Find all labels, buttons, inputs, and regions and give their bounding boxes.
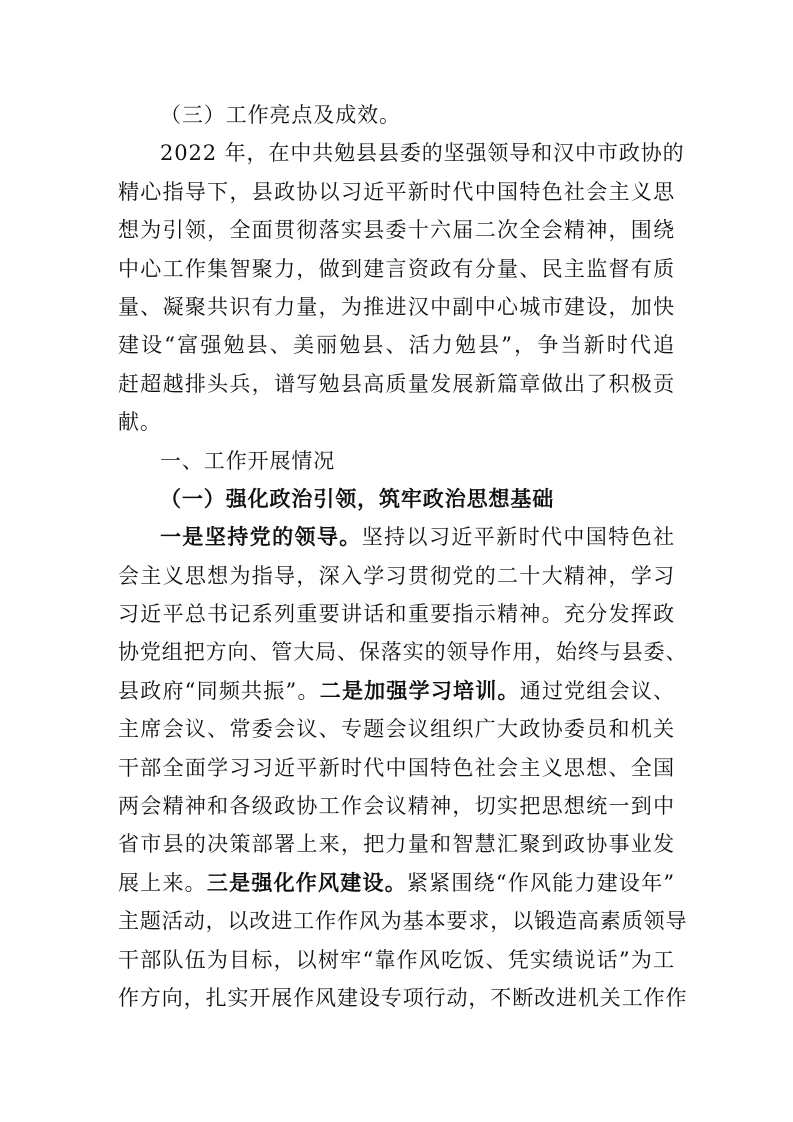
point-two-lead: 二是加强学习培训。 bbox=[319, 678, 520, 703]
body-text: 展上来。 bbox=[118, 870, 207, 895]
body-text: 县政府“同频共振”。 bbox=[118, 678, 320, 703]
body-line: 两会精神和各级政协工作会议精神，切实把思想统一到中 bbox=[118, 794, 675, 819]
intro-line: 2022 年，在中共勉县县委的坚强领导和汉中市政协的 bbox=[160, 141, 685, 166]
body-line: 主席会议、常委会议、专题会议组织广大政协委员和机关 bbox=[118, 717, 675, 742]
body-line: 干部队伍为目标，以树牢“靠作风吃饭、凭实绩说话”为工 bbox=[118, 947, 675, 972]
intro-line: 献。 bbox=[118, 410, 162, 435]
heading-level-2: （一）强化政治引领，筑牢政治思想基础 bbox=[160, 485, 555, 511]
body-line bbox=[118, 864, 675, 902]
body-line bbox=[118, 672, 675, 710]
intro-line: 建设“富强勉县、美丽勉县、活力勉县”，争当新时代追 bbox=[118, 333, 675, 358]
body-text: 坚持以习近平新时代中国特色社 bbox=[361, 525, 675, 550]
body-line: 协党组把方向、管大局、保落实的领导作用，始终与县委、 bbox=[118, 640, 688, 665]
body-line: 会主义思想为指导，深入学习贯彻党的二十大精神，学习 bbox=[118, 563, 675, 588]
section-heading: （三）工作亮点及成效。 bbox=[160, 103, 401, 127]
body-line: 作方向，扎实开展作风建设专项行动，不断改进机关工作作 bbox=[118, 985, 688, 1010]
body-line: 主题活动，以改进工作作风为基本要求，以锻造高素质领导 bbox=[118, 909, 688, 934]
point-one-lead: 一是坚持党的领导。 bbox=[160, 525, 362, 550]
body-text: 通过党组会议、 bbox=[519, 678, 675, 703]
body-line bbox=[118, 518, 675, 556]
intro-paragraph bbox=[118, 134, 685, 441]
body-line: 省市县的决策部署上来，把力量和智慧汇聚到政协事业发 bbox=[118, 832, 675, 857]
intro-line: 想为引领，全面贯彻落实县委十六届二次全会精神，围绕 bbox=[118, 218, 675, 243]
intro-line: 精心指导下，县政协以习近平新时代中国特色社会主义思 bbox=[118, 179, 675, 204]
intro-line: 量、凝聚共识有力量，为推进汉中副中心城市建设，加快 bbox=[118, 294, 675, 319]
point-three-lead: 三是强化作风建设。 bbox=[206, 870, 407, 895]
intro-line: 赶超越排头兵，谱写勉县高质量发展新篇章做出了积极贡 bbox=[118, 371, 675, 396]
body-paragraph bbox=[118, 518, 688, 1017]
body-text: 紧紧围绕“作风能力建设年” bbox=[406, 870, 676, 895]
intro-line: 中心工作集智聚力，做到建言资政有分量、民主监督有质 bbox=[118, 256, 675, 281]
heading-level-1: 一、工作开展情况 bbox=[160, 448, 336, 473]
body-line: 干部全面学习习近平新时代中国特色社会主义思想、全国 bbox=[118, 755, 675, 780]
body-line: 习近平总书记系列重要讲话和重要指示精神。充分发挥政 bbox=[118, 602, 675, 627]
document-body bbox=[118, 96, 688, 1017]
